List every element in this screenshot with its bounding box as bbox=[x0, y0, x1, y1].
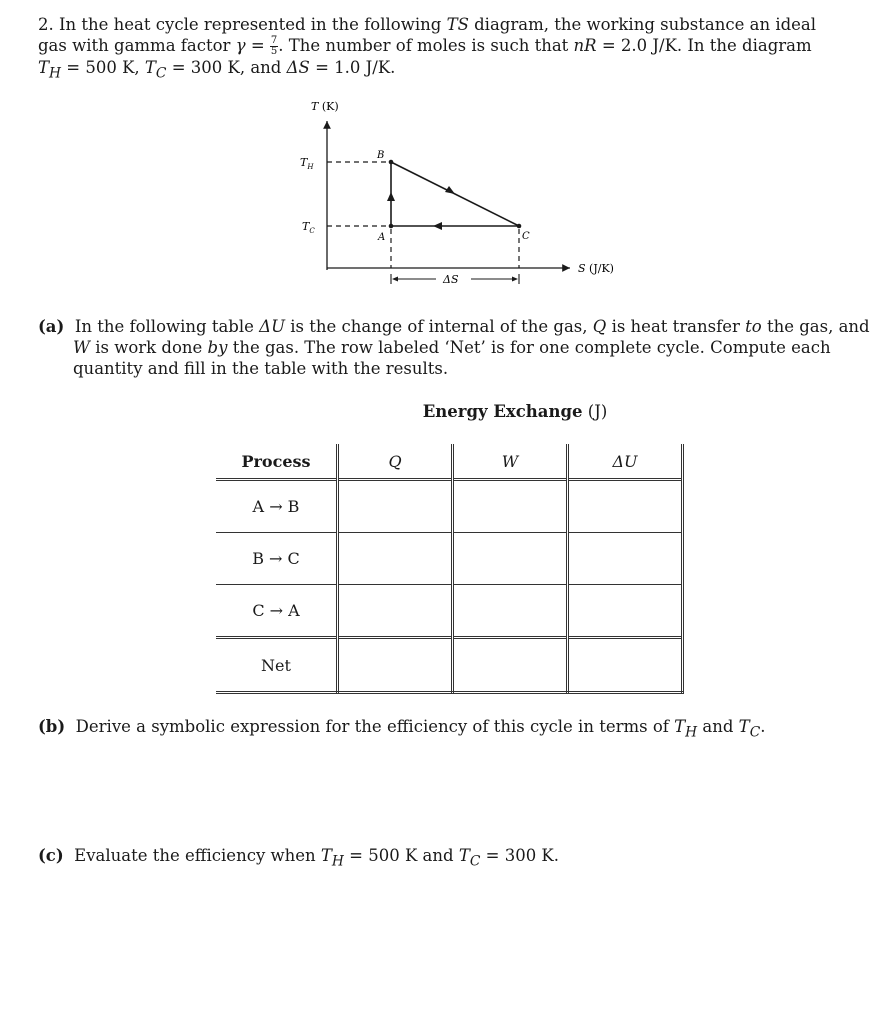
delta-u-cell[interactable] bbox=[568, 533, 683, 585]
problem-text: = 2.0 J/K. In the diagram bbox=[601, 36, 812, 55]
delta-s-symbol: ΔS bbox=[286, 58, 310, 77]
q-symbol: Q bbox=[592, 317, 607, 336]
problem-text: = 1.0 J/K. bbox=[315, 58, 396, 77]
q-cell[interactable] bbox=[338, 533, 453, 585]
ts-diagram bbox=[290, 95, 650, 295]
th-tick-label: $T_H$ bbox=[300, 156, 314, 171]
table-row bbox=[216, 480, 683, 533]
delta-u-cell[interactable] bbox=[568, 480, 683, 533]
th-subscript: H bbox=[49, 65, 62, 82]
fraction-numerator: 7 bbox=[270, 35, 278, 46]
th-subscript: H bbox=[685, 724, 698, 741]
part-b-label: (b) bbox=[38, 717, 66, 736]
part-c bbox=[38, 845, 838, 872]
problem-text: . The number of moles is such that bbox=[278, 36, 569, 55]
tc-tick-label: $T_C$ bbox=[302, 220, 315, 235]
part-a-text: is the change of internal of the gas, bbox=[290, 317, 588, 336]
th-symbol: T bbox=[674, 717, 686, 736]
header-delta-u bbox=[568, 444, 683, 480]
part-a-text: the gas. The row labeled ‘Net’ is for one complete cycle. Compute each quantity and fill in the table with the results. bbox=[73, 338, 831, 378]
part-c-label: (c) bbox=[38, 846, 64, 865]
tc-symbol: T bbox=[458, 846, 470, 865]
gamma-symbol: γ bbox=[235, 36, 246, 55]
process-cell: A → B bbox=[216, 480, 338, 533]
w-cell[interactable] bbox=[453, 533, 568, 585]
table-row bbox=[216, 585, 683, 638]
part-c-text: Evaluate the efficiency when bbox=[74, 846, 316, 865]
part-b-text: . bbox=[760, 717, 766, 736]
x-axis-label: S (J/K) bbox=[578, 262, 614, 275]
part-b-text: and bbox=[702, 717, 734, 736]
tc-symbol: T bbox=[144, 58, 156, 77]
header-w bbox=[453, 444, 568, 480]
w-cell[interactable] bbox=[453, 585, 568, 638]
q-cell[interactable] bbox=[338, 638, 453, 693]
header-process: Process bbox=[216, 444, 338, 480]
emphasis-by: by bbox=[207, 338, 228, 357]
problem-number: 2. bbox=[38, 15, 54, 34]
problem-text: In the heat cycle represented in the following bbox=[59, 15, 442, 34]
fraction-denominator: 5 bbox=[270, 46, 278, 57]
process-cell: C → A bbox=[216, 585, 338, 638]
process-cell: B → C bbox=[216, 533, 338, 585]
part-c-text: = 300 K. bbox=[485, 846, 560, 865]
part-a-label: (a) bbox=[38, 317, 65, 336]
table-title bbox=[330, 402, 700, 421]
point-c-label: C bbox=[522, 231, 530, 242]
nr-symbol: nR bbox=[573, 36, 597, 55]
part-a-text: the gas, and bbox=[766, 317, 870, 336]
tc-subscript: C bbox=[155, 65, 167, 82]
q-cell[interactable] bbox=[338, 480, 453, 533]
tc-subscript: C bbox=[469, 853, 481, 870]
problem-text: = 500 K, bbox=[66, 58, 140, 77]
w-cell[interactable] bbox=[453, 638, 568, 693]
problem-text: = 300 K, and bbox=[171, 58, 282, 77]
part-b-text: Derive a symbolic expression for the efficiency of this cycle in terms of bbox=[75, 717, 669, 736]
y-axis-label: T (K) bbox=[311, 100, 339, 113]
table-title-unit: (J) bbox=[587, 402, 608, 421]
part-a-text: In the following table bbox=[74, 317, 254, 336]
delta-s-label: ΔS bbox=[443, 273, 459, 286]
th-symbol: T bbox=[38, 58, 50, 77]
w-cell[interactable] bbox=[453, 480, 568, 533]
header-q-text: Q bbox=[388, 451, 402, 471]
th-subscript: H bbox=[331, 853, 344, 870]
point-a-label: A bbox=[378, 232, 386, 243]
part-b bbox=[38, 716, 838, 743]
delta-u-cell[interactable] bbox=[568, 585, 683, 638]
part-a bbox=[38, 316, 873, 379]
process-cell: Net bbox=[216, 638, 338, 693]
header-q bbox=[338, 444, 453, 480]
emphasis-to: to bbox=[745, 317, 762, 336]
delta-u-symbol: ΔU bbox=[259, 317, 285, 336]
gamma-fraction bbox=[270, 36, 278, 57]
delta-u-cell[interactable] bbox=[568, 638, 683, 693]
q-cell[interactable] bbox=[338, 585, 453, 638]
th-symbol: T bbox=[320, 846, 332, 865]
part-a-text: is work done bbox=[95, 338, 203, 357]
energy-exchange-table bbox=[216, 444, 684, 694]
problem-text: diagram, the working substance an ideal gas with gamma factor bbox=[38, 15, 817, 55]
point-b-label: B bbox=[377, 150, 385, 161]
w-symbol: W bbox=[73, 338, 90, 357]
header-delta-u-text: ΔU bbox=[612, 451, 638, 471]
tc-subscript: C bbox=[749, 724, 761, 741]
ts-symbol: TS bbox=[446, 15, 469, 34]
equals-sign: = bbox=[250, 36, 265, 55]
part-a-text: is heat transfer bbox=[611, 317, 740, 336]
part-c-text: = 500 K and bbox=[349, 846, 454, 865]
table-row bbox=[216, 533, 683, 585]
header-w-text: W bbox=[501, 451, 519, 471]
table-row-net bbox=[216, 638, 683, 693]
tc-symbol: T bbox=[738, 717, 750, 736]
problem-statement bbox=[38, 14, 838, 84]
table-title-text: Energy Exchange bbox=[422, 402, 583, 421]
